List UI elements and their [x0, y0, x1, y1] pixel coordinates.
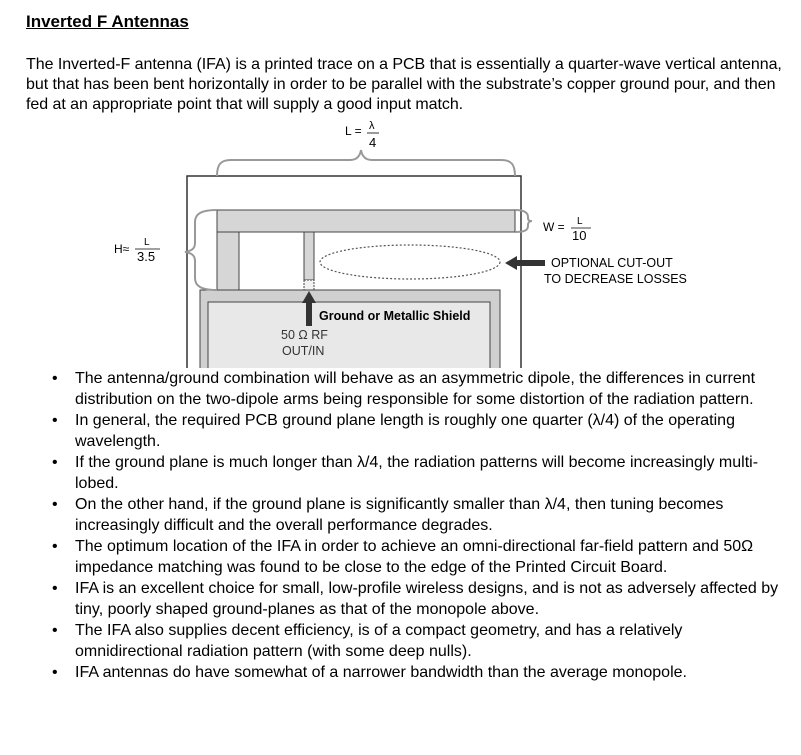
antenna-feed-leg: [304, 232, 314, 280]
svg-text:L: L: [144, 237, 150, 248]
svg-text:10: 10: [572, 228, 587, 243]
feed-label-line2: OUT/IN: [282, 344, 325, 358]
cutout-label-line1: OPTIONAL CUT-OUT: [551, 256, 673, 270]
document-title: Inverted F Antennas: [26, 12, 189, 31]
bullet-item: • IFA is an excellent choice for small, low-profile wireless designs, and is not as adversely affected by tiny, poorly shaped ground-planes as that of the monopole above.: [52, 579, 792, 620]
bullet-item: • The IFA also supplies decent efficiency, is of a compact geometry, and has a relatively omnidirectional radiation pattern (with some deep nulls).: [52, 621, 792, 662]
antenna-short-leg: [217, 232, 239, 290]
bullet-item: • IFA antennas do have somewhat of a narrower bandwidth than the average monopole.: [52, 663, 792, 684]
cutout-label-line2: TO DECREASE LOSSES: [544, 272, 687, 286]
bullet-list: [52, 369, 792, 685]
length-label: [345, 120, 379, 150]
antenna-top-arm: [217, 210, 515, 232]
svg-text:L =: L =: [345, 124, 362, 138]
svg-text:λ: λ: [369, 120, 375, 132]
bullet-item: • On the other hand, if the ground plane is significantly smaller than λ/4, then tuning becomes increasingly difficult and the overall performance degrades.: [52, 495, 792, 536]
cutout-ellipse: [320, 245, 500, 279]
bullet-item: • The antenna/ground combination will behave as an asymmetric dipole, the differences in current distribution on the two-dipole arms being responsible for some distortion of the radiation pattern.: [52, 369, 792, 410]
ground-label: Ground or Metallic Shield: [319, 309, 471, 323]
ifa-diagram: [105, 118, 705, 368]
svg-text:H≈: H≈: [114, 242, 130, 256]
bullet-item: • In general, the required PCB ground plane length is roughly one quarter (λ/4) of the operating wavelength.: [52, 411, 792, 452]
svg-text:L: L: [577, 216, 583, 227]
svg-text:4: 4: [369, 135, 377, 150]
bullet-item: • If the ground plane is much longer than λ/4, the radiation patterns will become increasingly multi-lobed.: [52, 453, 792, 494]
svg-text:3.5: 3.5: [137, 249, 156, 264]
feed-label-line1: 50 Ω RF: [281, 328, 328, 342]
intro-paragraph: The Inverted-F antenna (IFA) is a printed trace on a PCB that is essentially a quarter-wave vertical antenna, but that has been bent horizontally in order to be parallel with the substrate’s copper ground pour, and then fed at an appropriate point that will supply a good input match.: [26, 56, 782, 113]
bullet-item: • The optimum location of the IFA in order to achieve an omni-directional far-field pattern and 50Ω impedance matching was found to be close to the edge of the Printed Circuit Board.: [52, 537, 792, 578]
height-label: [114, 237, 160, 264]
width-label: [543, 216, 591, 243]
svg-text:W =: W =: [543, 220, 565, 234]
length-brace: [217, 150, 515, 176]
